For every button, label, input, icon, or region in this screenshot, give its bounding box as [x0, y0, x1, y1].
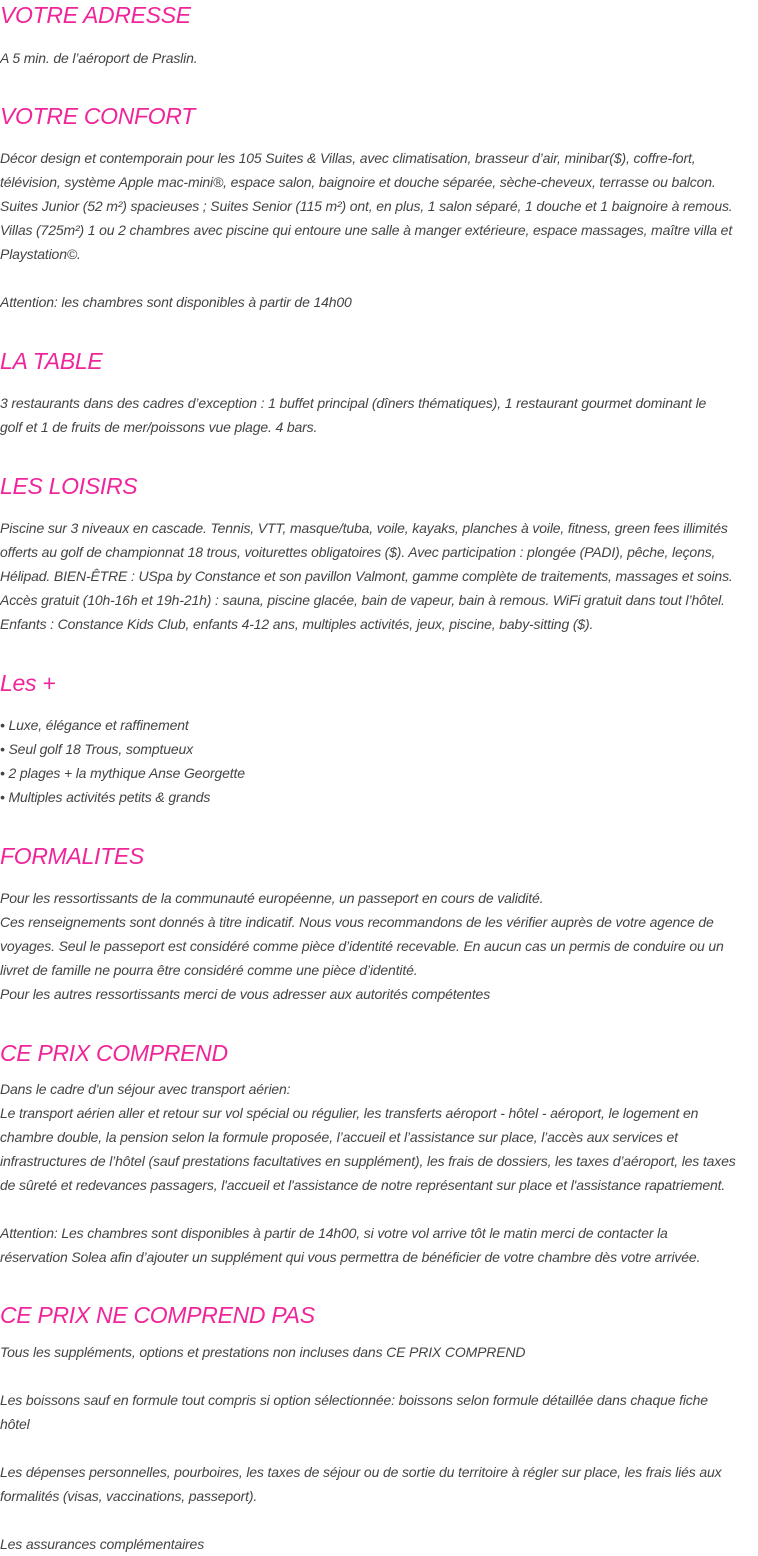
formalites-line: voyages. Seul le passeport est considéré comme pièce d’identité recevable. En aucun cas un permis de conduire ou un: [0, 938, 724, 954]
ne-comprend-pas-boissons: [0, 1388, 758, 1436]
table-line: golf et 1 de fruits de mer/poissons vue plage. 4 bars.: [0, 419, 318, 435]
comprend-text: [0, 1077, 758, 1197]
section-title-formalites: FORMALITES: [0, 843, 144, 869]
ne-comprend-pas-line: Tous les suppléments, options et prestations non incluses dans CE PRIX COMPREND: [0, 1344, 526, 1360]
confort-line: Playstation©.: [0, 246, 81, 262]
ne-comprend-pas-intro: [0, 1340, 758, 1364]
comprend-line: Le transport aérien aller et retour sur vol spécial ou régulier, les transferts aéroport - hôtel - aéroport, le logement en: [0, 1105, 699, 1121]
loisirs-line: Piscine sur 3 niveaux en cascade. Tennis, VTT, masque/tuba, voile, kayaks, planches à voile, fitness, green fees illimités: [0, 520, 728, 536]
formalites-line: Ces renseignements sont donnés à titre indicatif. Nous vous recommandons de les vérifier auprès de votre agence de: [0, 914, 714, 930]
ne-comprend-pas-line: Les dépenses personnelles, pourboires, les taxes de séjour ou de sortie du territoire à régler sur place, les frais liés aux: [0, 1464, 722, 1480]
section-title-adresse: VOTRE ADRESSE: [0, 2, 191, 28]
loisirs-line: Enfants : Constance Kids Club, enfants 4-12 ans, multiples activités, jeux, piscine, baby-sitting ($).: [0, 616, 594, 632]
ne-comprend-pas-line: Les boissons sauf en formule tout compris si option sélectionnée: boissons selon formule détaillée dans chaque fiche: [0, 1392, 708, 1408]
comprend-line: chambre double, la pension selon la formule proposée, l’accueil et l’assistance sur place, l’accès aux services et: [0, 1129, 678, 1145]
confort-line: Décor design et contemporain pour les 105 Suites & Villas, avec climatisation, brasseur d’air, minibar($), coffre-fort,: [0, 150, 696, 166]
confort-note: [0, 290, 758, 314]
comprend-line: de sûreté et redevances passagers, l'accueil et l'assistance de notre représentant sur place et l'assistance rapatriement.: [0, 1177, 726, 1193]
plus-list-item: • 2 plages + la mythique Anse Georgette: [0, 765, 245, 781]
plus-list-item: • Seul golf 18 Trous, somptueux: [0, 741, 193, 757]
confort-text: [0, 146, 758, 266]
comprend-note-line: réservation Solea afin d’ajouter un supplément qui vous permettra de bénéficier de votre chambre dès votre arrivée.: [0, 1249, 701, 1265]
table-text: [0, 391, 758, 439]
ne-comprend-pas-depenses: [0, 1460, 758, 1508]
loisirs-text: [0, 516, 758, 636]
formalites-text: [0, 886, 758, 1006]
comprend-note-line: Attention: Les chambres sont disponibles à partir de 14h00, si votre vol arrive tôt le matin merci de contacter la: [0, 1225, 668, 1241]
confort-line: Suites Junior (52 m²) spacieuses ; Suites Senior (115 m²) ont, en plus, 1 salon séparé, 1 douche et 1 baignoire à remous.: [0, 198, 733, 214]
section-title-ne-comprend-pas: CE PRIX NE COMPREND PAS: [0, 1302, 315, 1328]
comprend-line: infrastructures de l’hôtel (sauf prestations facultatives en supplément), les frais de dossiers, les taxes d’aéroport, les taxes: [0, 1153, 736, 1169]
comprend-note: [0, 1221, 758, 1269]
confort-line: Villas (725m²) 1 ou 2 chambres avec piscine qui entoure une salle à manger extérieure, espace massages, maître villa et: [0, 222, 733, 238]
adresse-text: [0, 46, 758, 70]
loisirs-line: offerts au golf de championnat 18 trous, voiturettes obligatoires ($). Avec participation : plongée (PADI), pêche, leçons,: [0, 544, 716, 560]
loisirs-line: Hélipad. BIEN-ÊTRE : USpa by Constance et son pavillon Valmont, gamme complète de traitements, massages et soins.: [0, 568, 733, 584]
confort-note-line: Attention: les chambres sont disponibles à partir de 14h00: [0, 294, 352, 310]
confort-line: télévision, système Apple mac-mini®, espace salon, baignoire et douche séparée, sèche-cheveux, terrasse ou balcon.: [0, 174, 716, 190]
section-title-table: LA TABLE: [0, 348, 103, 374]
table-line: 3 restaurants dans des cadres d’exception : 1 buffet principal (dîners thématiques), 1 restaurant gourmet dominant le: [0, 395, 707, 411]
section-title-confort: VOTRE CONFORT: [0, 103, 196, 129]
adresse-line: A 5 min. de l’aéroport de Praslin.: [0, 50, 198, 66]
ne-comprend-pas-line: formalités (visas, vaccinations, passeport).: [0, 1488, 258, 1504]
section-title-comprend: CE PRIX COMPREND: [0, 1040, 228, 1066]
plus-list-item: • Multiples activités petits & grands: [0, 789, 211, 805]
comprend-line: Dans le cadre d'un séjour avec transport aérien:: [0, 1081, 291, 1097]
section-title-plus: Les +: [0, 670, 56, 696]
ne-comprend-pas-line: Les assurances complémentaires: [0, 1536, 205, 1552]
formalites-line: Pour les ressortissants de la communauté européenne, un passeport en cours de validité.: [0, 890, 544, 906]
plus-list: [0, 713, 758, 809]
plus-list-item: • Luxe, élégance et raffinement: [0, 717, 189, 733]
ne-comprend-pas-line: hôtel: [0, 1416, 30, 1432]
loisirs-line: Accès gratuit (10h-16h et 19h-21h) : sauna, piscine glacée, bain de vapeur, bain à remous. WiFi gratuit dans tout l’hôtel.: [0, 592, 725, 608]
formalites-line: livret de famille ne pourra être considéré comme une pièce d’identité.: [0, 962, 418, 978]
section-title-loisirs: LES LOISIRS: [0, 473, 138, 499]
formalites-line: Pour les autres ressortissants merci de vous adresser aux autorités compétentes: [0, 986, 491, 1002]
ne-comprend-pas-assurances: [0, 1532, 758, 1556]
